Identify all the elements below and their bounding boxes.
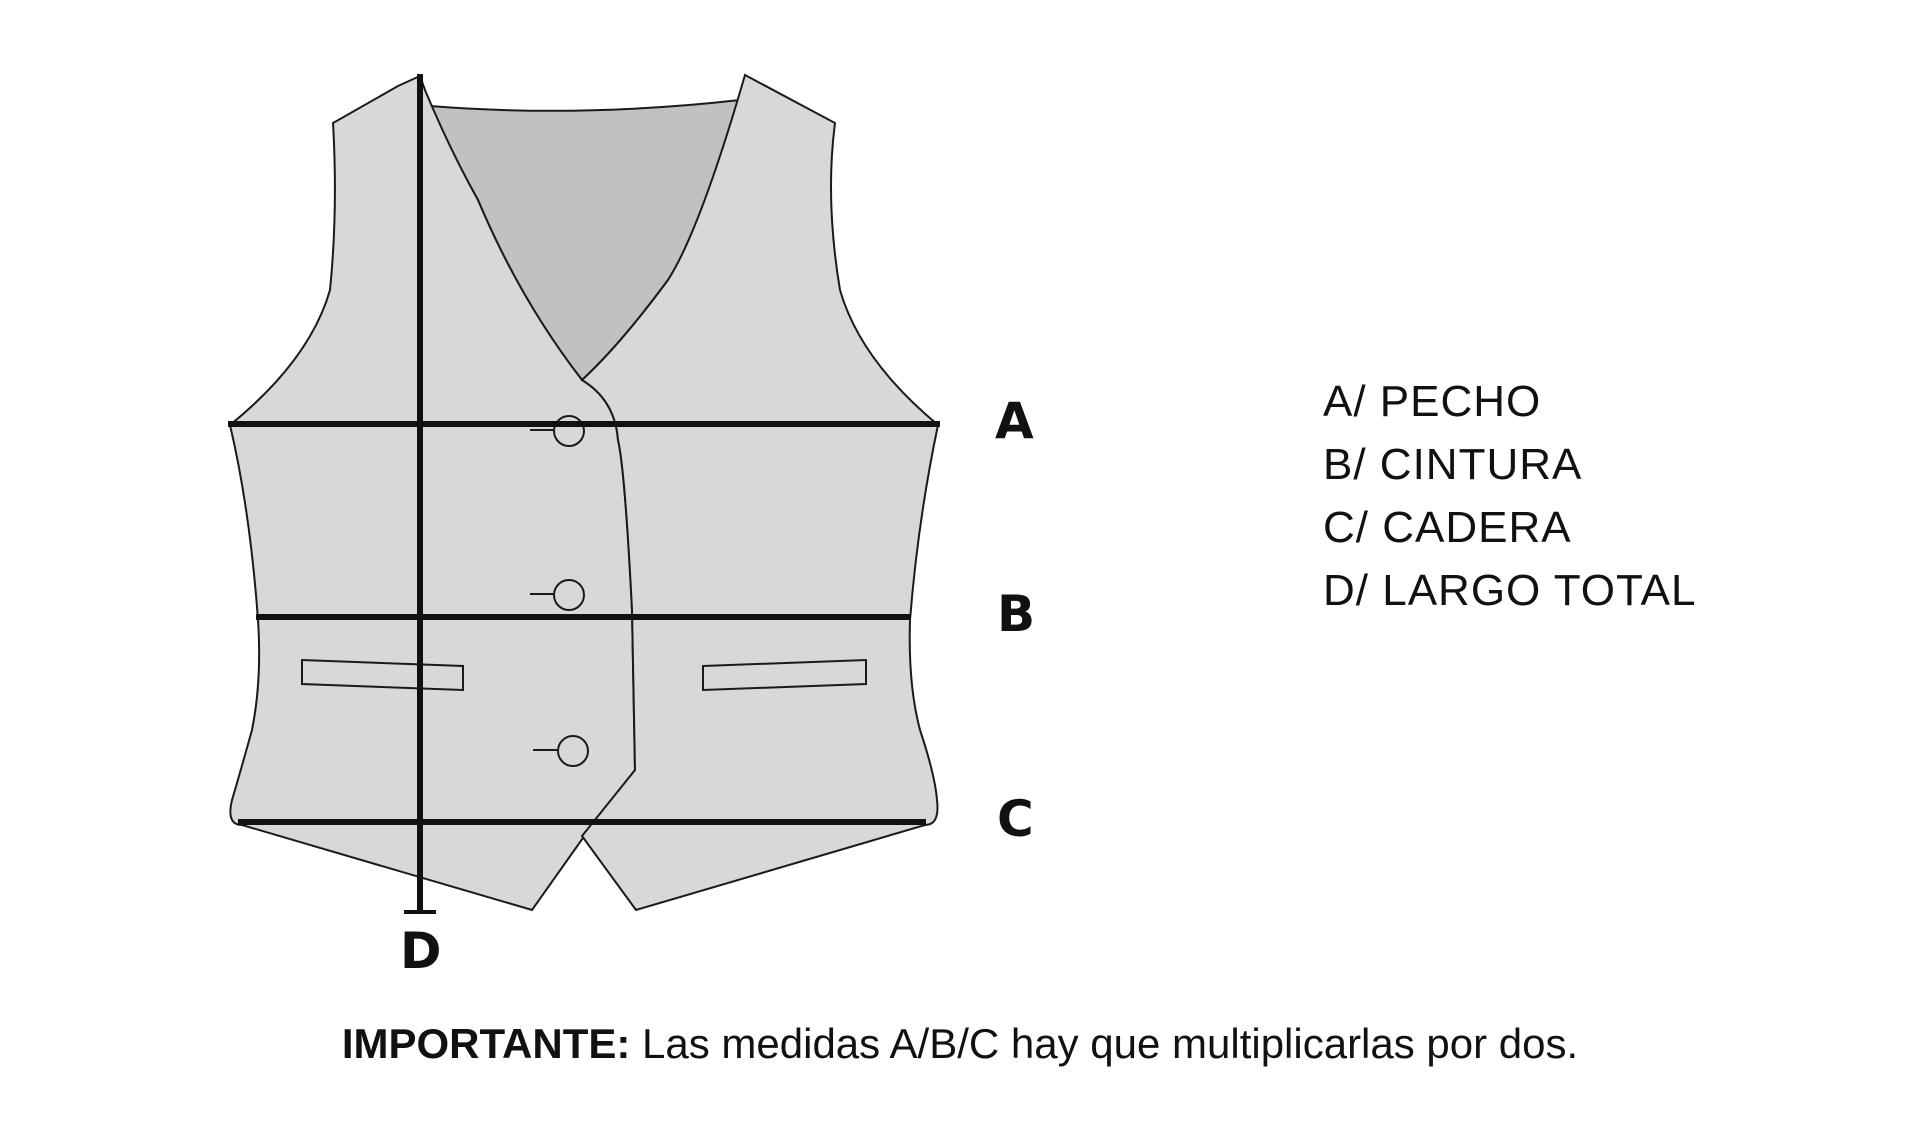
- important-note: [0, 1020, 1920, 1068]
- important-note-text: Las medidas A/B/C hay que multiplicarlas por dos.: [630, 1020, 1579, 1067]
- legend-item-hip: C/ CADERA: [1323, 503, 1572, 552]
- marker-c: C: [997, 790, 1034, 848]
- marker-d: D: [400, 922, 442, 980]
- legend-item-chest: A/ PECHO: [1323, 377, 1542, 426]
- measurement-legend: [1323, 370, 1696, 622]
- marker-b: B: [997, 585, 1036, 643]
- marker-a: A: [995, 392, 1034, 450]
- important-note-label: IMPORTANTE:: [341, 1020, 631, 1067]
- right-pocket: [703, 660, 866, 690]
- left-pocket: [302, 660, 463, 690]
- legend-item-waist: B/ CINTURA: [1323, 440, 1583, 489]
- legend-item-total-length: D/ LARGO TOTAL: [1323, 566, 1697, 615]
